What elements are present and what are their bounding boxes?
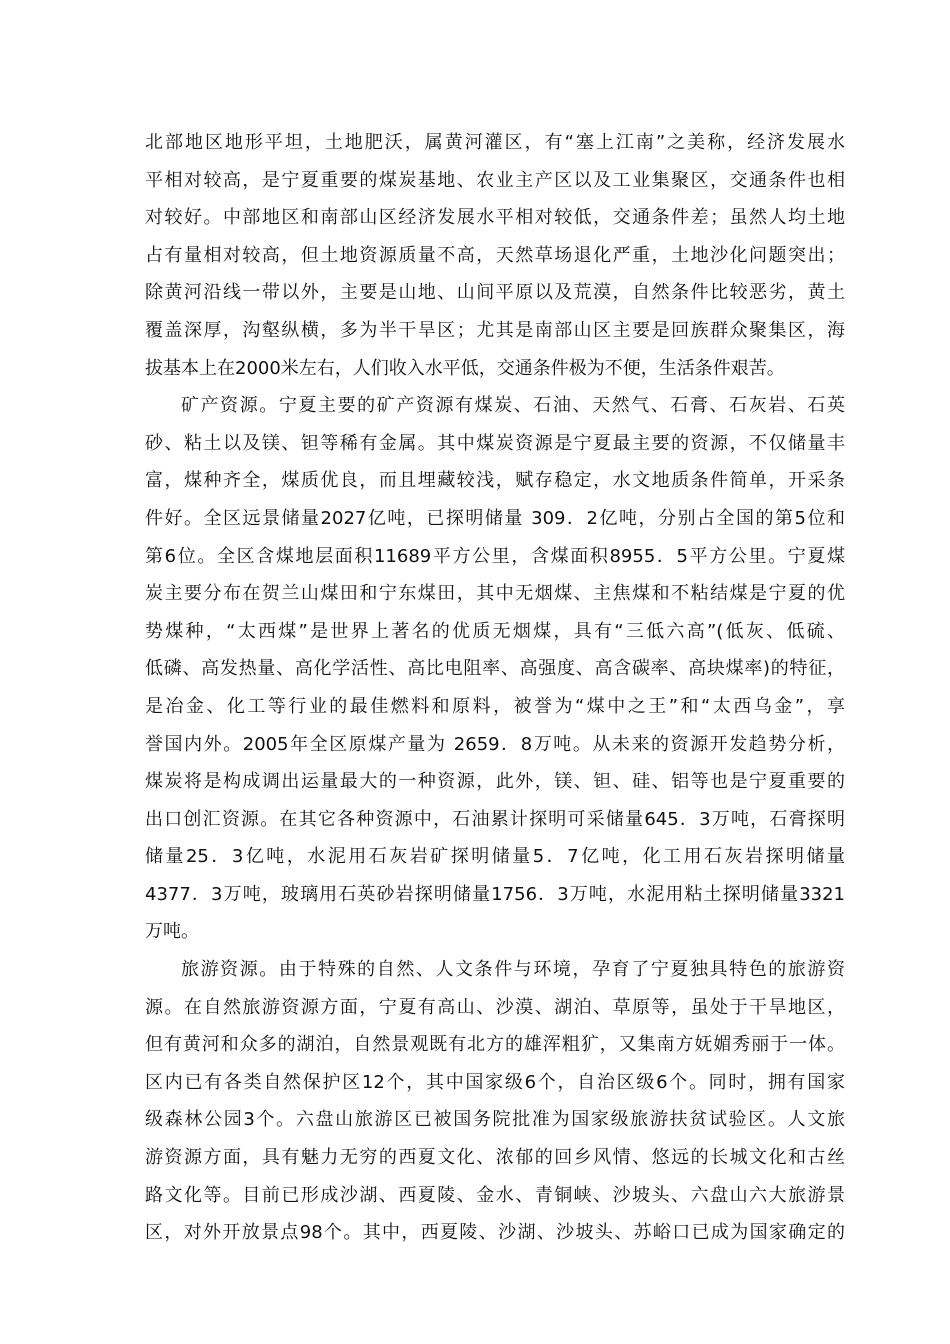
text-line: 是冶金、化工等行业的最佳燃料和原料，被誉为“煤中之王”和“太西乌金”，享 — [145, 695, 845, 717]
text-line: 级森林公园3个。六盘山旅游区已被国务院批准为国家级旅游扶贫试验区。人文旅 — [145, 1109, 845, 1131]
text-line: 除黄河沿线一带以外，主要是山地、山间平原以及荒漠，自然条件比较恶劣，黄土 — [145, 282, 845, 304]
text-line: 对较好。中部地区和南部山区经济发展水平相对较低，交通条件差；虽然人均土地 — [145, 207, 845, 229]
text-line: 势煤种，“太西煤”是世界上著名的优质无烟煤，具有“三低六高”(低灰、低硫、 — [145, 620, 845, 642]
text-line: 源。在自然旅游资源方面，宁夏有高山、沙漠、湖泊、草原等，虽处于干旱地区， — [145, 996, 845, 1018]
text-line: 平相对较高，是宁夏重要的煤炭基地、农业主产区以及工业集聚区，交通条件也相 — [145, 169, 845, 191]
text-line: 出口创汇资源。在其它各种资源中，石油累计探明可采储量645．3万吨，石膏探明 — [145, 808, 845, 830]
text-line: 第6位。全区含煤地层面积11689平方公里，含煤面积8955．5平方公里。宁夏煤 — [145, 545, 845, 567]
paragraph-tourism-resources — [145, 951, 845, 1252]
text-line: 拔基本上在2000米左右，人们收入水平低，交通条件极为不便，生活条件艰苦。 — [145, 357, 785, 379]
text-line: 煤炭将是构成调出运量最大的一种资源，此外，镁、钽、硅、铝等也是宁夏重要的 — [145, 771, 845, 793]
text-line: 低磷、高发热量、高化学活性、高比电阻率、高强度、高含碳率、高块煤率)的特征， — [145, 658, 845, 680]
text-line-first: 旅游资源。由于特殊的自然、人文条件与环境，孕育了宁夏独具特色的旅游资 — [181, 959, 845, 981]
text-line: 区内已有各类自然保护区12个，其中国家级6个，自治区级6个。同时，拥有国家 — [145, 1071, 845, 1093]
paragraph-north-region — [145, 124, 845, 387]
text-line: 储量25．3亿吨，水泥用石灰岩矿探明储量5．7亿吨，化工用石灰岩探明储量 — [145, 846, 845, 868]
text-line: 件好。全区远景储量2027亿吨，已探明储量 309．2亿吨，分别占全国的第5位和 — [145, 507, 845, 529]
text-line: 路文化等。目前已形成沙湖、西夏陵、金水、青铜峡、沙坡头、六盘山六大旅游景 — [145, 1184, 845, 1206]
text-line: 富，煤种齐全，煤质优良，而且埋藏较浅，赋存稳定，水文地质条件简单，开采条 — [145, 470, 845, 492]
text-line: 誉国内外。2005年全区原煤产量为 2659．8万吨。从未来的资源开发趋势分析， — [145, 733, 845, 755]
text-line: 4377．3万吨，玻璃用石英砂岩探明储量1756．3万吨，水泥用粘土探明储量3321 — [145, 883, 845, 905]
text-line-first: 矿产资源。宁夏主要的矿产资源有煤炭、石油、天然气、石膏、石灰岩、石英 — [181, 395, 845, 417]
document-body — [145, 124, 845, 1252]
text-line: 覆盖深厚，沟壑纵横，多为半干旱区；尤其是南部山区主要是回族群众聚集区，海 — [145, 319, 845, 341]
text-line: 砂、粘土以及镁、钽等稀有金属。其中煤炭资源是宁夏最主要的资源，不仅储量丰 — [145, 432, 845, 454]
text-line: 游资源方面，具有魅力无穷的西夏文化、浓郁的回乡风情、悠远的长城文化和古丝 — [145, 1147, 845, 1169]
text-line: 占有量相对较高，但土地资源质量不高，天然草场退化严重，土地沙化问题突出； — [145, 244, 845, 266]
text-line: 炭主要分布在贺兰山煤田和宁东煤田，其中无烟煤、主焦煤和不粘结煤是宁夏的优 — [145, 583, 845, 605]
text-line: 北部地区地形平坦，土地肥沃，属黄河灌区，有“塞上江南”之美称，经济发展水 — [145, 132, 845, 153]
text-line: 但有黄河和众多的湖泊，自然景观既有北方的雄浑粗犷，又集南方妩媚秀丽于一体。 — [145, 1034, 845, 1056]
paragraph-mineral-resources — [145, 387, 845, 951]
text-line: 万吨。 — [145, 921, 199, 943]
text-line: 区，对外开放景点98个。其中，西夏陵、沙湖、沙坡头、苏峪口已成为国家确定的 — [145, 1222, 845, 1244]
